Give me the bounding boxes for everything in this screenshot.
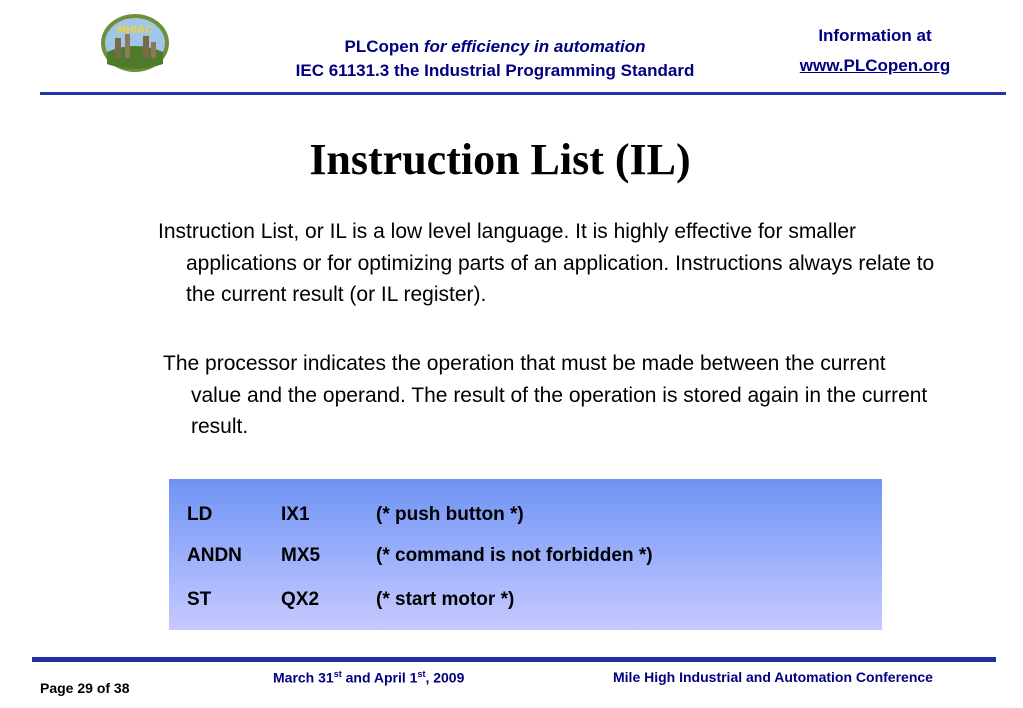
- code-operand: IX1: [281, 504, 310, 525]
- code-operator: ANDN: [187, 545, 242, 566]
- footer-conference: Mile High Industrial and Automation Conference: [613, 669, 933, 685]
- code-operand: QX2: [281, 589, 320, 610]
- slide-title: Instruction List (IL): [309, 135, 691, 184]
- footer-date: March 31st and April 1st, 2009: [273, 669, 465, 686]
- logo-wordmark: MHIAC: [116, 24, 154, 36]
- code-operator: LD: [187, 504, 213, 525]
- header-divider: [40, 92, 1006, 95]
- plcopen-link[interactable]: www.PLCopen.org: [799, 56, 951, 75]
- code-operand: MX5: [281, 545, 321, 566]
- header-brand: PLCopen: [344, 37, 420, 56]
- info-label: Information at: [818, 26, 932, 45]
- code-operator: ST: [187, 589, 212, 610]
- paragraph-processor-operation: The processor indicates the operation that must be made between the current value and the operand. The result of the operation is stored again in the current result.: [163, 352, 928, 438]
- footer-divider: [32, 657, 996, 662]
- page-number: Page 29 of 38: [40, 680, 130, 696]
- code-comment: (* push button *): [376, 504, 524, 525]
- header-line-2: IEC 61131.3 the Industrial Programming Standard: [295, 61, 695, 80]
- header-tagline: for efficiency in automation: [423, 37, 646, 56]
- mhiac-logo: [99, 12, 171, 74]
- code-comment: (* start motor *): [376, 589, 515, 610]
- header-line-1: [200, 37, 790, 57]
- code-comment: (* command is not forbidden *): [376, 545, 653, 566]
- code-example-box: [169, 479, 882, 630]
- paragraph-il-description: Instruction List, or IL is a low level language. It is highly effective for smaller applications or for optimizing parts of an application. Instructions always relate to the current result (or IL register).: [158, 220, 935, 306]
